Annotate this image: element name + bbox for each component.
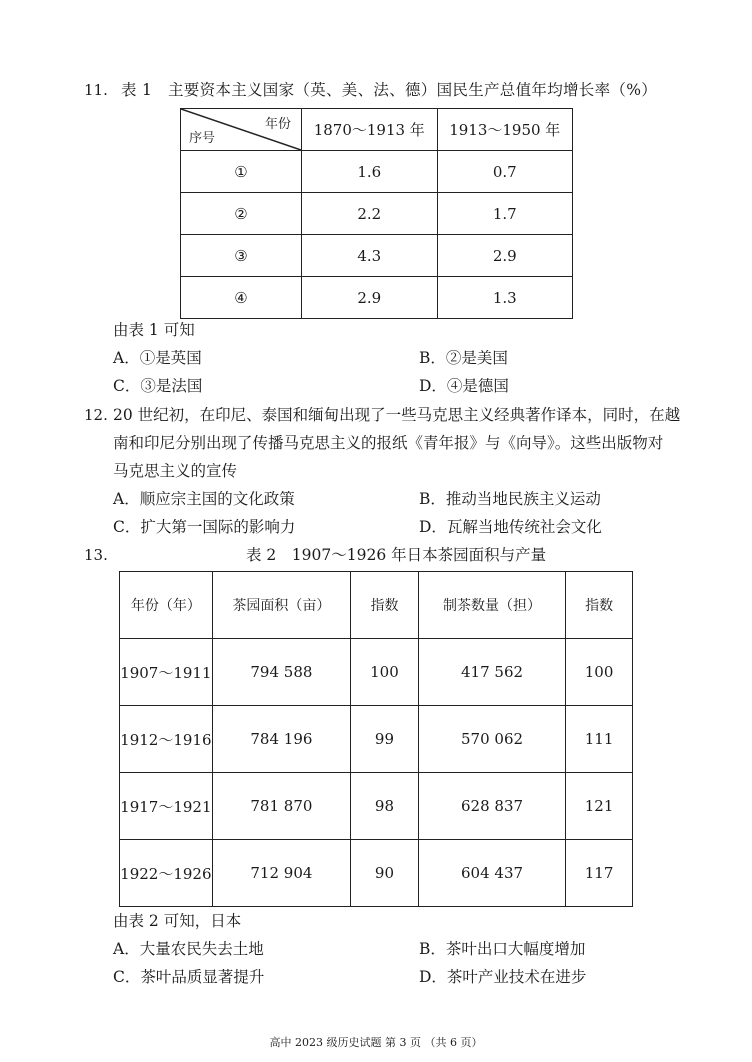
column-header: 指数	[351, 572, 419, 639]
q13-number: 13.	[84, 546, 108, 564]
table-cell: ②	[181, 193, 302, 235]
table-row	[120, 840, 633, 907]
table-cell: 1.3	[437, 277, 573, 319]
q11-number: 11.	[84, 81, 108, 99]
q12-option-b[interactable]: B．推动当地民族主义运动	[419, 490, 601, 508]
q13-option-d[interactable]: D．茶叶产业技术在进步	[419, 968, 587, 986]
q12-option-a[interactable]: A．顺应宗主国的文化政策	[113, 490, 295, 508]
table-cell: 1.7	[437, 193, 573, 235]
table-cell: 2.2	[302, 193, 438, 235]
table-cell: 4.3	[302, 235, 438, 277]
table-cell: 98	[351, 773, 419, 840]
table-cell: 1912～1916	[120, 706, 213, 773]
table-header-row	[120, 572, 633, 639]
q12-number: 12.	[84, 406, 108, 424]
column-header: 茶园面积（亩）	[212, 572, 350, 639]
table-row	[120, 773, 633, 840]
table-cell: 570 062	[418, 706, 565, 773]
q11-option-c[interactable]: C．③是法国	[113, 377, 203, 395]
q13-table	[119, 571, 633, 907]
table-cell: 2.9	[437, 235, 573, 277]
table-cell: 100	[351, 639, 419, 706]
page-footer: 高中 2023 级历史试题 第 3 页 （共 6 页）	[269, 1036, 483, 1049]
q13-option-b[interactable]: B．茶叶出口大幅度增加	[419, 940, 586, 958]
q11-option-a[interactable]: A．①是英国	[113, 349, 202, 367]
table-cell: 628 837	[418, 773, 565, 840]
table-cell: ①	[181, 151, 302, 193]
table-row	[181, 151, 573, 193]
table-cell: ③	[181, 235, 302, 277]
table-row	[120, 706, 633, 773]
column-header: 制茶数量（担）	[418, 572, 565, 639]
column-header: 1913～1950 年	[437, 109, 573, 151]
q11-table-caption: 表 1 主要资本主义国家（英、美、法、德）国民生产总值年均增长率（%）	[121, 81, 658, 99]
q11-option-b[interactable]: B．②是美国	[419, 349, 508, 367]
column-header: 指数	[566, 572, 633, 639]
table-header-row	[181, 109, 573, 151]
corner-index-label: 序号	[189, 131, 216, 146]
table-corner-cell	[181, 109, 302, 151]
q11-option-d[interactable]: D．④是德国	[419, 377, 509, 395]
table-cell: 99	[351, 706, 419, 773]
q12-option-c[interactable]: C．扩大第一国际的影响力	[113, 518, 296, 536]
column-header: 1870～1913 年	[302, 109, 438, 151]
q13-option-a[interactable]: A．大量农民失去土地	[113, 940, 264, 958]
table-cell: 712 904	[212, 840, 350, 907]
table-cell: 1.6	[302, 151, 438, 193]
table-cell: 90	[351, 840, 419, 907]
table-cell: 100	[566, 639, 633, 706]
table-row	[181, 235, 573, 277]
q12-stem-line: 20 世纪初，在印尼、泰国和缅甸出现了一些马克思主义经典著作译本，同时，在越	[113, 406, 681, 424]
column-header: 年份（年）	[120, 572, 213, 639]
table-cell: 417 562	[418, 639, 565, 706]
q12-option-d[interactable]: D．瓦解当地传统社会文化	[419, 518, 602, 536]
q13-table-caption: 表 2 1907～1926 年日本茶园面积与产量	[246, 546, 547, 564]
table-cell: 781 870	[212, 773, 350, 840]
q12-stem-line: 南和印尼分别出现了传播马克思主义的报纸《青年报》与《向导》。这些出版物对	[113, 434, 664, 452]
table-cell: 604 437	[418, 840, 565, 907]
table-cell: 784 196	[212, 706, 350, 773]
q13-stem: 由表 2 可知，日本	[113, 912, 242, 930]
corner-year-label: 年份	[264, 117, 291, 132]
table-cell: 0.7	[437, 151, 573, 193]
table-cell: ④	[181, 277, 302, 319]
table-cell: 1907～1911	[120, 639, 213, 706]
table-row	[181, 277, 573, 319]
table-row	[120, 639, 633, 706]
table-cell: 1917～1921	[120, 773, 213, 840]
table-cell: 794 588	[212, 639, 350, 706]
table-row	[181, 193, 573, 235]
table-cell: 121	[566, 773, 633, 840]
table-cell: 1922～1926	[120, 840, 213, 907]
q12-stem-line: 马克思主义的宣传	[113, 462, 238, 480]
table-cell: 111	[566, 706, 633, 773]
table-cell: 2.9	[302, 277, 438, 319]
table-cell: 117	[566, 840, 633, 907]
q11-stem: 由表 1 可知	[113, 321, 195, 339]
q13-option-c[interactable]: C．茶叶品质显著提升	[113, 968, 265, 986]
q11-table	[180, 108, 573, 319]
